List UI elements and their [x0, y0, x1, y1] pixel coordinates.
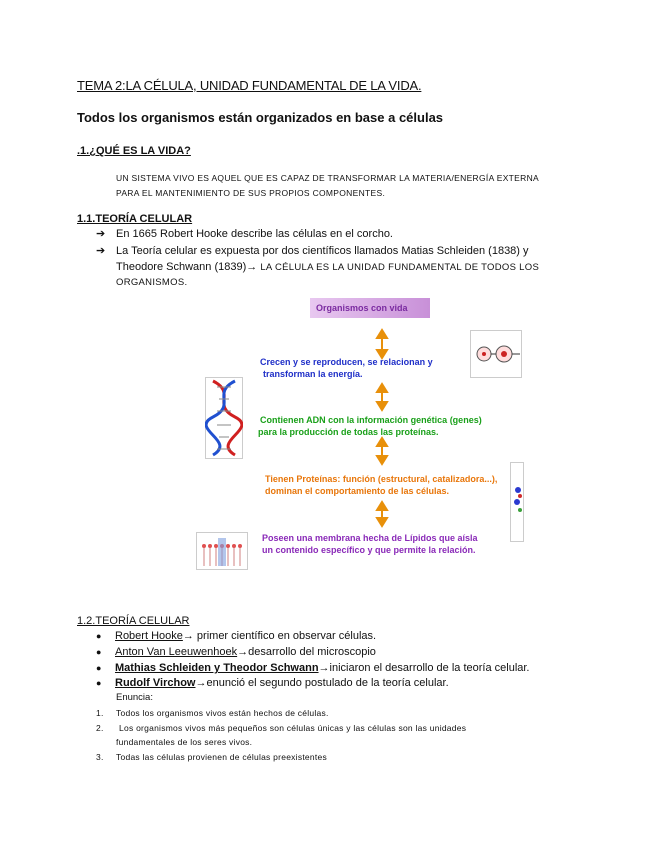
list-item-text: →desarrollo del microscopio — [237, 646, 376, 658]
list-item-text: →iniciaron el desarrollo de la teoría celular. — [318, 662, 530, 674]
list-item-text: En 1665 Robert Hooke describe las células en el corcho. — [116, 228, 393, 240]
bullet-icon: ● — [96, 663, 102, 673]
definition-text — [116, 171, 586, 201]
arrow-bullet-icon: ➔ — [96, 228, 106, 240]
section-heading-que-es-la-vida: .1.¿QUÉ ES LA VIDA? — [77, 145, 191, 157]
diagram-top-label: Organismos con vida — [310, 298, 430, 318]
cell-division-image — [470, 330, 522, 378]
enuncia-label: Enuncia: — [116, 692, 153, 703]
list-item-continuation — [116, 260, 539, 275]
list-item-caps-text: ORGANISMOS. — [116, 277, 188, 288]
double-arrow-icon — [377, 438, 387, 464]
diagram-box-growth — [260, 356, 433, 380]
diagram-text: transforman la energía. — [263, 369, 363, 379]
section-heading-teoria-celular-2: 1.2.TEORÍA CELULAR — [77, 615, 190, 627]
list-item-text: → primer científico en observar células. — [182, 630, 377, 642]
list-item — [96, 227, 393, 242]
definition-line-1: UN SISTEMA VIVO ES AQUEL QUE ES CAPAZ DE TRANSFORMAR LA MATERIA/ENERGÍA EXTERNA — [116, 173, 539, 183]
section-heading-teoria-celular: 1.1.TEORÍA CELULAR — [77, 213, 193, 225]
item-number: 2. — [96, 723, 104, 733]
list-item — [96, 244, 529, 259]
list-item-text: La Teoría celular es expuesta por dos científicos llamados Matias Schleiden (1838) y — [116, 245, 529, 257]
diagram-text: Crecen y se reproducen, se relacionan y — [260, 357, 433, 367]
bullet-icon: ● — [96, 678, 102, 688]
list-item-text: Theodore Schwann (1839)→ — [116, 261, 261, 273]
item-number: 1. — [96, 708, 104, 718]
diagram-text: Tienen Proteínas: función (estructural, catalizadora...), — [265, 474, 498, 484]
diagram-text: dominan el comportamiento de las células. — [265, 486, 450, 496]
bullet-icon: ● — [96, 647, 102, 657]
page-title: TEMA 2:LA CÉLULA, UNIDAD FUNDAMENTAL DE LA VIDA. — [77, 78, 422, 93]
dna-helix-image — [205, 377, 243, 459]
arrow-bullet-icon: ➔ — [96, 245, 106, 257]
list-item — [96, 661, 530, 676]
diagram-text: Contienen ADN con la información genética (genes) — [260, 415, 482, 425]
numbered-item — [96, 750, 327, 764]
scientist-name: Robert Hooke — [115, 630, 183, 642]
list-item — [96, 629, 376, 644]
diagram-text: para la producción de todas las proteínas. — [258, 427, 439, 437]
numbered-item-text: Todas las células provienen de células preexistentes — [116, 752, 327, 762]
numbered-item — [96, 721, 466, 735]
protein-structure-image — [510, 462, 524, 542]
scientist-name: Mathias Schleiden y Theodor Schwann — [115, 662, 319, 674]
diagram-box-membrane — [262, 532, 478, 556]
list-item-caps-text: LA CÉLULA ES LA UNIDAD FUNDAMENTAL DE TODOS LOS — [260, 262, 540, 273]
diagram-box-proteins — [265, 473, 497, 497]
double-arrow-icon — [377, 502, 387, 526]
diagram-text: un contenido específico y que permite la relación. — [262, 545, 476, 555]
list-item — [96, 676, 449, 691]
page-subtitle: Todos los organismos están organizados en base a células — [77, 110, 444, 125]
scientist-name: Rudolf Virchow — [115, 677, 196, 689]
list-item — [96, 645, 376, 660]
bullet-icon: ● — [96, 631, 102, 641]
double-arrow-icon — [377, 330, 387, 358]
numbered-item-text: Todos los organismos vivos están hechos de células. — [116, 708, 329, 718]
definition-line-2: PARA EL MANTENIMIENTO DE SUS PROPIOS COMPONENTES. — [116, 188, 386, 198]
numbered-item-continuation: fundamentales de los seres vivos. — [116, 737, 253, 747]
item-number: 3. — [96, 752, 104, 762]
diagram-text: Poseen una membrana hecha de Lípidos que aísla — [262, 533, 478, 543]
lipid-membrane-image — [196, 532, 248, 570]
double-arrow-icon — [377, 384, 387, 410]
scientist-name: Anton Van Leeuwenhoek — [115, 646, 238, 658]
list-item-text: →enunció el segundo postulado de la teoría celular. — [195, 677, 449, 689]
numbered-item-text: Los organismos vivos más pequeños son células únicas y las células son las unidades — [119, 723, 467, 733]
diagram-box-dna — [258, 414, 482, 438]
numbered-item — [96, 706, 329, 720]
